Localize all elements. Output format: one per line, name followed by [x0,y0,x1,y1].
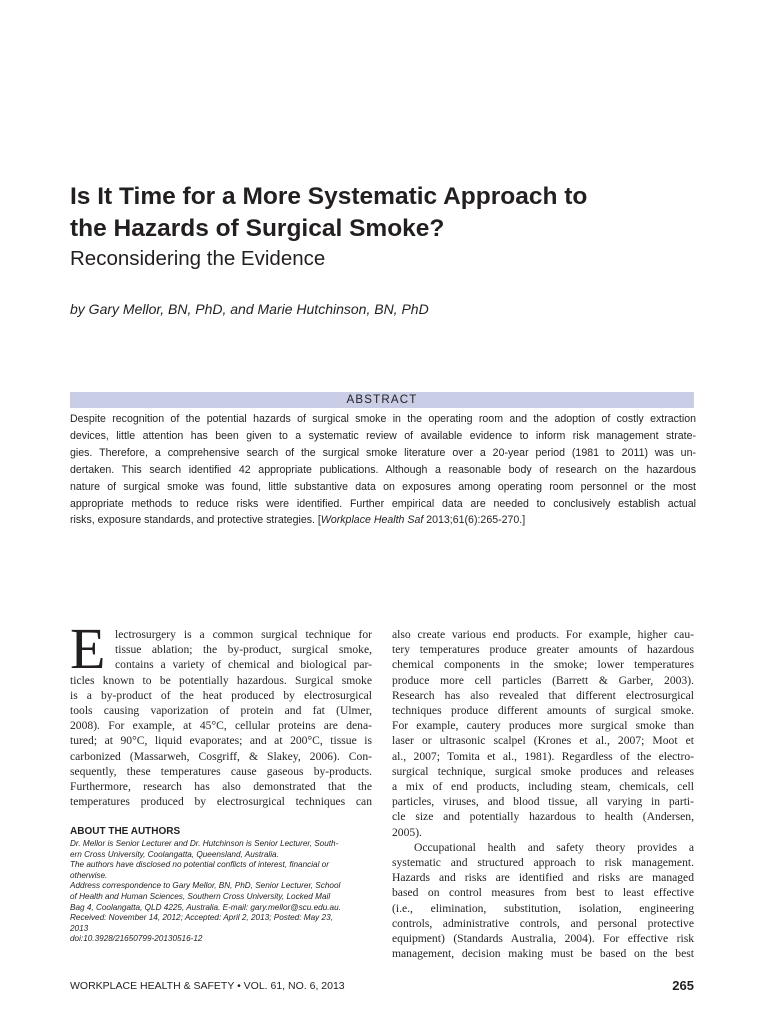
body-line: sequently, these temperatures cause gaseous by-products. [70,764,372,778]
about-line: Bag 4, Coolangatta, QLD 4225, Australia. E-mail: gary.mellor@scu.edu.au. [70,902,341,912]
about-line: otherwise. [70,870,108,880]
about-line: Address correspondence to Gary Mellor, BN, PhD, Senior Lecturer, School [70,881,341,891]
about-authors-heading: ABOUT THE AUTHORS [70,826,181,837]
doi-line: doi:10.3928/21650799-20130516-12 [70,934,203,944]
citation-details: 2013;61(6):265-270.] [423,514,526,527]
body-line: ticles known to be potentially hazardous. Surgical smoke [70,673,372,687]
body-line: laser or ultrasonic scalpel (Krones et al., 2007; Moot et [392,734,694,748]
body-line: techniques produce different amounts of surgical smoke. [392,704,694,718]
body-line: particles, viruses, and blood tissue, all varying in parti- [392,795,694,809]
body-line: contains a variety of chemical and biological par- [115,658,372,672]
body-line: tured; at 90°C, liquid evaporates; and at 200°C, tissue is [70,734,372,748]
body-line: is a by-product of the heat produced by electrosurgical [70,688,372,702]
journal-footer: WORKPLACE HEALTH & SAFETY • VOL. 61, NO. 6, 2013 [70,980,345,992]
abstract-line: Despite recognition of the potential hazards of surgical smoke in the operating room and the adoption of costly extraction [70,413,696,425]
body-line: chemical components in the smoke; lower temperatures [392,658,694,672]
body-line: management, decision making must be based on the best [392,947,694,961]
page-number: 265 [672,978,694,993]
body-line: a mix of end products, including steam, chemicals, cell [392,780,694,794]
body-line: Furthermore, research has also demonstrated that the [70,780,372,794]
body-column-right [392,627,694,961]
body-line: surgical technique, surgical smoke produces and releases [392,764,694,778]
abstract-line: nature of surgical smoke was found, little substantive data on exposures among operating room personnel or the most [70,480,696,493]
body-line: For example, cautery produces more surgical smoke than [392,719,694,733]
body-line: Occupational health and safety theory provides a [414,840,694,854]
body-line: Research has also revealed that different electrosurgical [392,688,694,702]
abstract-heading: ABSTRACT [70,392,694,408]
body-line: 2005). [392,825,422,839]
abstract-line: dertaken. This search identified 42 appropriate publications. Although a reasonable body of research on the hazardous [70,463,696,476]
abstract-last-line [70,512,696,529]
body-line: temperatures produced by electrosurgical techniques can [70,795,372,809]
article-title-line: the Hazards of Surgical Smoke? [70,215,445,242]
article-title-line: Is It Time for a More Systematic Approach to [70,183,588,210]
body-line: (i.e., elimination, substitution, isolation, engineering [392,901,694,915]
body-line: 2008). For example, at 45°C, cellular proteins are dena- [70,719,372,733]
body-line: Hazards and risks are identified and risks are managed [392,871,694,885]
about-line: ern Cross University, Coolangatta, Queensland, Australia. [70,849,279,859]
about-authors-text [70,839,375,945]
abstract-line: appropriate methods to reduce risks were identified. Further empirical data are needed to conclusively establish actual [70,497,696,510]
body-line: based on control measures from best to least effective [392,886,694,900]
body-line: al., 2007; Tomita et al., 1981). Regardless of the electro- [392,749,694,763]
drop-cap: E [70,616,106,681]
body-line: produce more cell particles (Barrett & Garber, 2003). [392,673,694,687]
article-subtitle: Reconsidering the Evidence [70,247,326,270]
body-line: lectrosurgery is a common surgical technique for [115,628,372,641]
about-line: Received: November 14, 2012; Accepted: April 2, 2013; Posted: May 23, [70,913,333,923]
abstract-line-text: risks, exposure standards, and protective strategies. [ [70,514,321,527]
body-line: also create various end products. For example, higher cau- [392,628,694,641]
body-line: tery temperatures produce greater amounts of hazardous [392,643,694,657]
body-line: equipment) (Standards Australia, 2004). For effective risk [392,932,694,946]
article-title [70,181,710,245]
about-line: Dr. Mellor is Senior Lecturer and Dr. Hutchinson is Senior Lecturer, South- [70,839,339,848]
body-line: carbonized (Massarweh, Cosgriff, & Slakey, 2006). Con- [70,749,372,763]
about-line: of Health and Human Sciences, Southern Cross University, Locked Mail [70,891,331,901]
body-column-left [70,627,372,809]
body-line: systematic and structured approach to risk management. [392,856,694,870]
abstract-line: devices, little attention has been given to a systematic review of available evidence to inform risk management strate- [70,429,696,442]
author-byline: by Gary Mellor, BN, PhD, and Marie Hutchinson, BN, PhD [70,301,429,317]
abstract-body [70,411,696,529]
about-line: The authors have disclosed no potential conflicts of interest, financial or [70,860,329,870]
body-line: tools causing vaporization of protein and fat (Ulmer, [70,704,372,718]
citation-journal: Workplace Health Saf [320,514,424,527]
abstract-line: gies. Therefore, a comprehensive search of the surgical smoke literature over a 20-year period (1981 to 2011) was un- [70,446,696,459]
about-line: 2013 [70,923,89,933]
body-line: controls, administrative controls, and personal protective [392,916,694,930]
body-line: tissue ablation; the by-product, surgical smoke, [115,643,372,657]
body-line: cle size and potentially hazardous to health (Andersen, [392,810,694,824]
